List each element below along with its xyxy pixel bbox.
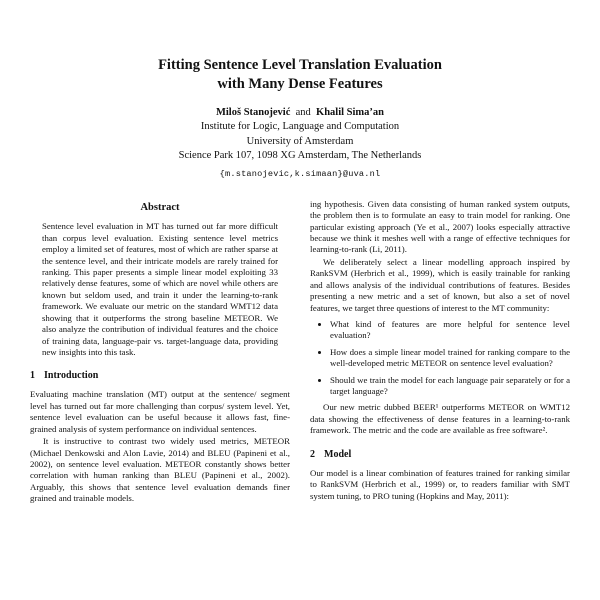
section-heading-model bbox=[310, 448, 570, 461]
section-number: 1 bbox=[30, 370, 35, 382]
affiliation-block bbox=[0, 120, 600, 163]
list-item: • How does a simple linear model trained for ranking compare to the well-developed metric METEOR on sentence level evaluation? bbox=[330, 347, 570, 370]
model-paragraph-1: Our model is a linear combination of features trained for ranking similar to RankSVM (Herbrich et al., 1999) or, to readers familiar with SMT system tuning, to PRO tuning (Hopkins and May, 2011): bbox=[310, 467, 570, 501]
author-second: Khalil Sima’an bbox=[316, 107, 385, 119]
paper-title-line1: Fitting Sentence Level Translation Evaluation bbox=[158, 57, 442, 73]
paper-title-line2: with Many Dense Features bbox=[217, 76, 383, 93]
abstract-paragraph: Sentence level evaluation in MT has turned out far more difficult than corpus level evaluation. Existing sentence level metrics employ a limited set of features, most of which are rather sparse at the sentence level, and their intricate models are rarely trained for ranking. This paper presents a simple linear model exploiting 33 relatively dense features, some of which are novel while others are known but seldom used, and train it under the learning-to-rank framework. We evaluate our metric on the standard WMT12 data showing that it outperforms the strong baseline METEOR. We also analyze the contribution of individual features and the choice of training data, language-pair vs. target-language data, providing new insights into this task. bbox=[42, 221, 278, 357]
section-heading-introduction bbox=[30, 369, 290, 382]
intro-paragraph-2: It is instructive to contrast two widely used metrics, METEOR (Michael Denkowski and Alon Lavie, 2014) and BLEU (Papineni et al., 2002), on sentence level evaluation. METEOR constantly shows better correlation with human ranking than BLEU (Papineni et al., 2002). Arguably, this shows that sentence level evaluation demands finer grained and trainable models. bbox=[30, 436, 290, 504]
author-separator2 bbox=[311, 107, 314, 118]
abstract-body bbox=[30, 221, 290, 358]
paper-title bbox=[0, 56, 600, 94]
affiliation-line3: Science Park 107, 1098 XG Amsterdam, The Netherlands bbox=[178, 150, 422, 162]
email-line: {m.stanojevic,k.simaan}@uva.nl bbox=[219, 168, 381, 179]
author-first: Miloš Stanojević bbox=[215, 107, 291, 119]
right-paragraph-2: We deliberately select a linear modelling approach inspired by RankSVM (Herbrich et al., 1999), which is easily trainable for ranking and allows analysis of the individual contributions of features. Besides presenting a new metric and a set of known, but also a set of novel features, we target three questions of interest to the MT community: bbox=[310, 256, 570, 313]
section-title: Introduction bbox=[44, 370, 99, 382]
section-title: Model bbox=[324, 448, 352, 460]
affiliation-line1: Institute for Logic, Language and Computation bbox=[200, 121, 400, 133]
list-item: • Should we train the model for each language pair separately or for a target language? bbox=[330, 375, 570, 398]
right-column bbox=[310, 199, 570, 505]
author-line bbox=[0, 107, 600, 118]
list-item: • What kind of features are more helpful for sentence level evaluation? bbox=[330, 319, 570, 342]
research-questions-list bbox=[310, 319, 570, 398]
right-paragraph-1: ing hypothesis. Given data consisting of human ranked system outputs, the problem then is to formulate an easy to train model for ranking. One particular existing approach (Ye et al., 2007) looks especially attractive because we think it meshes well with a range of effective techniques for learning-to-rank (Li, 2011). bbox=[310, 198, 570, 255]
section-number: 2 bbox=[310, 448, 315, 460]
affiliation-line2: University of Amsterdam bbox=[246, 135, 354, 147]
two-column-body bbox=[30, 199, 570, 505]
intro-paragraph-1: Evaluating machine translation (MT) output at the sentence/ segment level has turned out far more challenging than corpus/ system level. Yet, sentence level evaluation can be useful because it allows fast, fine-grained analysis of system performance on individual sentences. bbox=[30, 389, 290, 434]
author-and: and bbox=[295, 107, 311, 119]
left-column bbox=[30, 199, 290, 505]
abstract-heading: Abstract bbox=[140, 201, 180, 213]
right-paragraph-3: Our new metric dubbed BEER¹ outperforms METEOR on WMT12 data showing the effectiveness of dense features in a learning-to-rank framework. The metric and the code are available as free software². bbox=[310, 402, 570, 436]
